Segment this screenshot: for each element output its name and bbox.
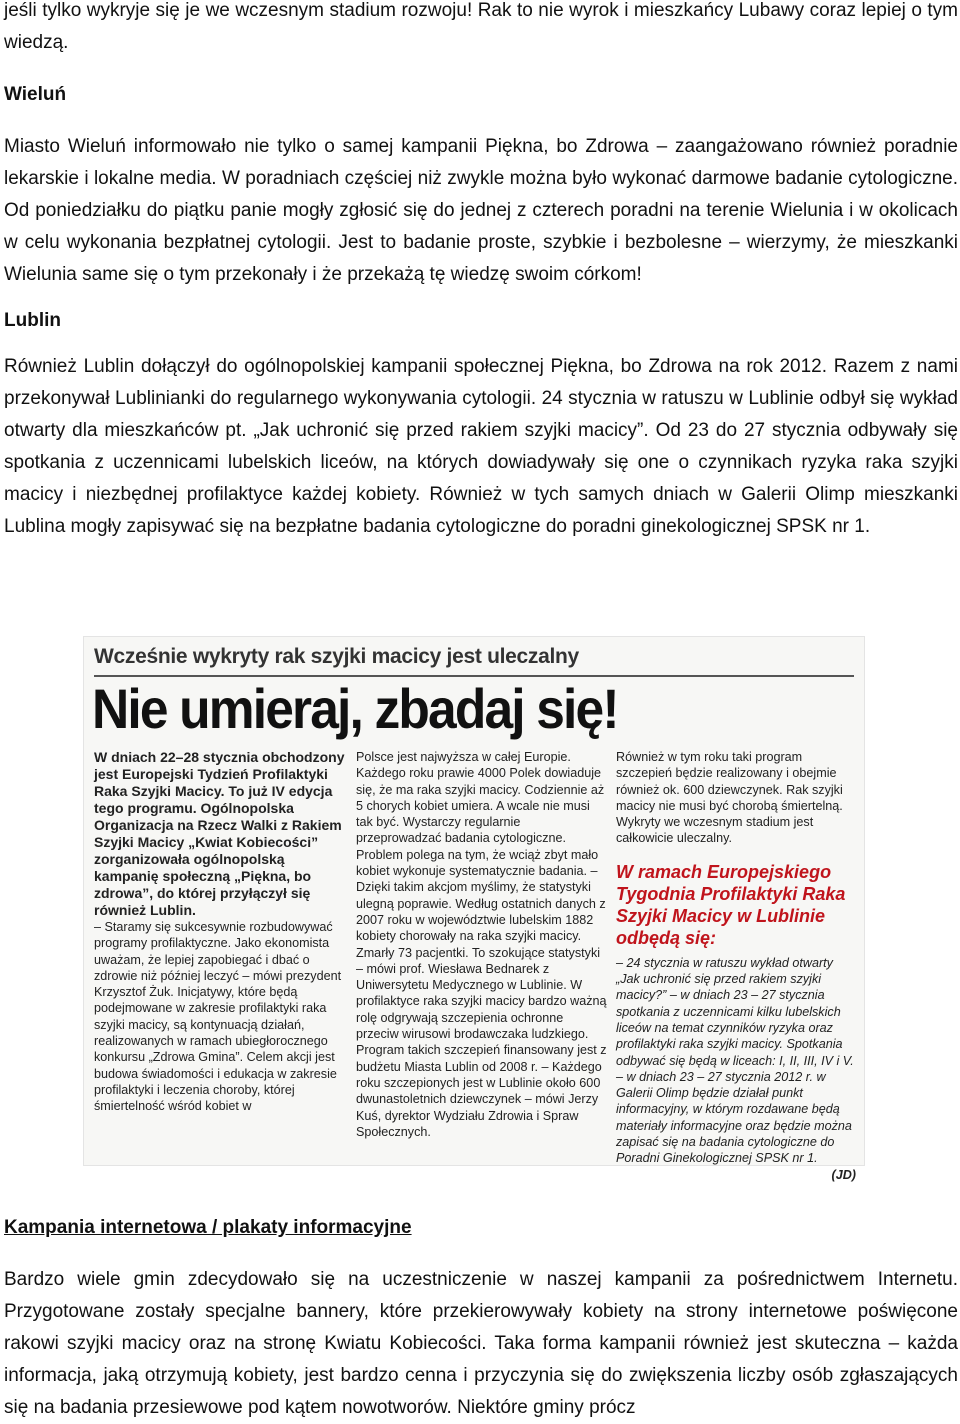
intro-paragraph: jeśli tylko wykryje się je we wczesnym stadium rozwoju! Rak to nie wyrok i mieszkańcy Lubawy coraz lepiej o tym wiedzą. <box>4 0 958 53</box>
clipping-col3-body: Również w tym roku taki program szczepień będzie realizowany i obejmie również ok. 600 dziewczynek. Rak szyjki macicy nie musi być chorobą śmiertelną. Wykryty we wczesnym stadium jest całkowicie uleczalny. <box>616 750 843 846</box>
clipping-lead: W dniach 22–28 stycznia obchodzony jest Europejski Tydzień Profilaktyki Raka Szyjki Macicy. To już IV edycja tego programu. Ogólnopolska Organizacja na Rzecz Walki z Rakiem Szyjki Macicy „Kwiat Kobiecości” zorganizowała ogólnopolską kampanię społeczną „Piękna, bo zdrowa”, do której przyłączył się również Lublin. <box>94 749 345 918</box>
lublin-paragraph: Również Lublin dołączył do ogólnopolskiej kampanii społecznej Piękna, bo Zdrowa na rok 2012. Razem z nami przekonywał Lublinianki do regularnego wykonywania cytologii. 24 stycznia w ratuszu w Lublinie odbył się wykład otwarty dla mieszkańców pt. „Jak uchronić się przed rakiem szyjki macicy”. Od 23 do 27 stycznia odbywały się spotkania z uczennicami lubelskich liceów, na których dowiadywały się one o czynnikach ryzyka raka szyjki macicy i niezbędnej profilaktyce każdej kobiety. Również w tych samych dniach w Galerii Olimp mieszkanki Lublina mogły zapisywać się na bezpłatne badania cytologiczne do poradni ginekologicznej SPSK nr 1. <box>4 356 958 537</box>
clipping-red-heading: W ramach Europejskiego Tygodnia Profilaktyki Raka Szyjki Macicy w Lublinie odbędą się: <box>616 861 846 948</box>
kampania-paragraph: Bardzo wiele gmin zdecydowało się na uczestniczenie w naszej kampanii za pośrednictwem Internetu. Przygotowane zostały specjalne bannery, które przekierowywały kobiety na strony internetowe poświęcone rakowi szyjki macicy oraz na stronę Kwiatu Kobiecości. Taka forma kampanii również jest skuteczna – każda informacja, jaką otrzymują kobiety, jest bardzo cenna i przyczynia się do zwiększenia liczby osób zgłaszających się na badania przesiewowe pod kątem nowotworów. Niektóre gminy prócz <box>4 1269 958 1418</box>
document-page-bottom <box>4 1212 958 1424</box>
clipping-col1-body: – Staramy się sukcesywnie rozbudowywać programy profilaktyczne. Jako ekonomista uważam, że lepiej zapobiegać i dbać o zdrowie niż później leczyć – mówi prezydent Krzysztof Żuk. Inicjatywy, które będą podejmowane w zakresie profilaktyki raka szyjki macicy, są kontynuacją działań, realizowanych w ramach ubiegłorocznego konkursu „Zdrowa Gmina”. Celem akcji jest budowa świadomości i edukacja w zakresie profilaktyki i leczenia choroby, której śmiertelność wśród kobiet w <box>94 920 342 1114</box>
section-heading-kampania: Kampania internetowa / plakaty informacyjne <box>4 1217 412 1238</box>
section-heading-wielun: Wieluń <box>4 84 67 105</box>
clipping-column-3 <box>616 749 856 1183</box>
newspaper-clipping <box>83 636 865 1182</box>
clipping-headline: Nie umieraj, zbadaj się! <box>92 677 618 740</box>
document-page <box>4 0 958 543</box>
clipping-column-1 <box>94 749 346 1115</box>
wielun-paragraph: Miasto Wieluń informowało nie tylko o samej kampanii Piękna, bo Zdrowa – zaangażowano również poradnie lekarskie i lokalne media. W poradniach częściej niż zwykle można było wykonać darmowe badanie cytologiczne. Od poniedziałku do piątku panie mogły zgłosić się do jednej z czterech poradni na terenie Wielunia i w okolicach w celu wykonania bezpłatnej cytologii. Jest to badanie proste, szybkie i bezbolesne – wierzymy, że mieszkanki Wielunia same się o tym przekonały i że przekażą tę wiedzę swoim córkom! <box>4 136 958 285</box>
clipping-event-list: – 24 stycznia w ratuszu wykład otwarty „Jak uchronić się przed rakiem szyjki macicy?” – w dniach 23 – 27 stycznia spotkania z uczennicami kilku lubelskich liceów na temat czynników ryzyka oraz profilaktyki raka szyjki macicy. Spotkania odbywać się będą w liceach: I, II, III, IV i V. – w dniach 23 – 27 stycznia 2012 r. w Galerii Olimp będzie działał punkt informacyjny, w którym rozdawane będą materiały informacyjne oraz będzie można zapisać się na badania cytologiczne do Poradni Ginekologicznej SPSK nr 1. <box>616 955 854 1166</box>
clipping-kicker: Wcześnie wykryty rak szyjki macicy jest uleczalny <box>94 645 579 668</box>
clipping-signature: (JD) <box>831 1167 856 1182</box>
clipping-column-2 <box>356 749 608 1140</box>
clipping-col2-body: Polsce jest najwyższa w całej Europie. Każdego roku prawie 4000 Polek dowiaduje się, że ma raka szyjki macicy. Codziennie aż 5 chorych kobiet umiera. A wcale nie musi tak być. Wystarczy regularnie przeprowadzać badania cytologiczne. Problem polega na tym, że wciąż zbyt mało kobiet wykonuje systematycznie badania. – Dzięki takim akcjom myślimy, że statystyki ulegną poprawie. Według ostatnich danych z 2007 roku w województwie lubelskim 1882 kobiety chorowały na raka szyjki macicy. Zmarły 73 pacjentki. To szokujące statystyki – mówi prof. Wiesława Bednarek z Uniwersytetu Medycznego w Lublinie. W profilaktyce raka szyjki macicy bardzo ważną rolę odgrywają szczepienia ochronne przeciw wirusowi brodawczaka ludzkiego. Program takich szczepień finansowany jest z budżetu Miasta Lublin od 2008 r. – Każdego roku szczepionych jest w Lublinie około 600 dwunastoletnich dziewczynek – mówi Jerzy Kuś, dyrektor Wydziału Zdrowia i Spraw Społecznych. <box>356 750 607 1139</box>
section-heading-lublin: Lublin <box>4 310 61 331</box>
